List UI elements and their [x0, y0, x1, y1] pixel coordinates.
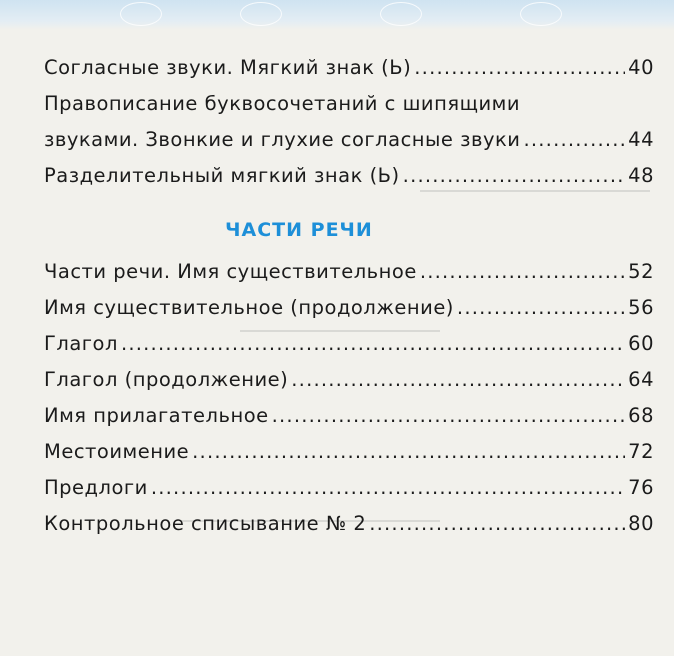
toc-entry[interactable] [44, 506, 654, 542]
toc-entry-page: 80 [628, 512, 654, 535]
dot-leader [291, 362, 625, 398]
toc-entry-title: Разделительный мягкий знак (Ь) [44, 164, 400, 187]
dot-leader [420, 254, 625, 290]
decorative-header-band [0, 0, 674, 30]
toc-entry[interactable] [44, 470, 654, 506]
toc-entry[interactable] [44, 398, 654, 434]
toc-entry-title-continued: звуками. Звонкие и глухие согласные звуки [44, 128, 521, 151]
toc-entry-page: 64 [628, 368, 654, 391]
toc-entry[interactable] [44, 254, 654, 290]
dot-leader [414, 50, 625, 86]
table-of-contents [44, 50, 654, 542]
dot-leader [457, 290, 625, 326]
toc-entry-title: Местоимение [44, 440, 190, 463]
toc-entry-title: Имя существительное (продолжение) [44, 296, 454, 319]
toc-entry[interactable] [44, 362, 654, 398]
toc-entry-title: Правописание буквосочетаний с шипящими [44, 92, 521, 115]
toc-entry[interactable] [44, 290, 654, 326]
toc-entry[interactable] [44, 158, 654, 194]
dot-leader [192, 434, 625, 470]
toc-entry[interactable] [44, 434, 654, 470]
toc-entry-title: Имя прилагательное [44, 404, 269, 427]
toc-entry-page: 60 [628, 332, 654, 355]
toc-entry[interactable] [44, 122, 654, 158]
dot-leader [272, 398, 626, 434]
toc-entry-title: Контрольное списывание № 2 [44, 512, 367, 535]
toc-entry[interactable] [44, 50, 654, 86]
dot-leader [151, 470, 625, 506]
dot-leader [403, 158, 626, 194]
toc-entry-page: 68 [628, 404, 654, 427]
toc-entry[interactable] [44, 326, 654, 362]
toc-entry-page: 72 [628, 440, 654, 463]
toc-entry-title: Предлоги [44, 476, 148, 499]
section-heading: ЧАСТИ РЕЧИ [225, 219, 373, 241]
dot-leader [369, 506, 625, 542]
dot-leader [523, 122, 625, 158]
toc-entry-page: 52 [628, 260, 654, 283]
ornament-icon [380, 2, 422, 26]
toc-entry-title: Глагол [44, 332, 118, 355]
toc-entry-page: 44 [628, 128, 654, 151]
ornament-icon [520, 2, 562, 26]
toc-entry-page: 40 [628, 56, 654, 79]
toc-entry-title: Части речи. Имя существительное [44, 260, 417, 283]
toc-entry-line[interactable] [44, 86, 654, 122]
toc-entry-page: 48 [628, 164, 654, 187]
toc-entry-page: 56 [628, 296, 654, 319]
toc-entry-title: Глагол (продолжение) [44, 368, 289, 391]
ornament-icon [120, 2, 162, 26]
toc-entry-page: 76 [628, 476, 654, 499]
dot-leader [121, 326, 625, 362]
toc-entry-title: Согласные звуки. Мягкий знак (Ь) [44, 56, 412, 79]
ornament-icon [240, 2, 282, 26]
